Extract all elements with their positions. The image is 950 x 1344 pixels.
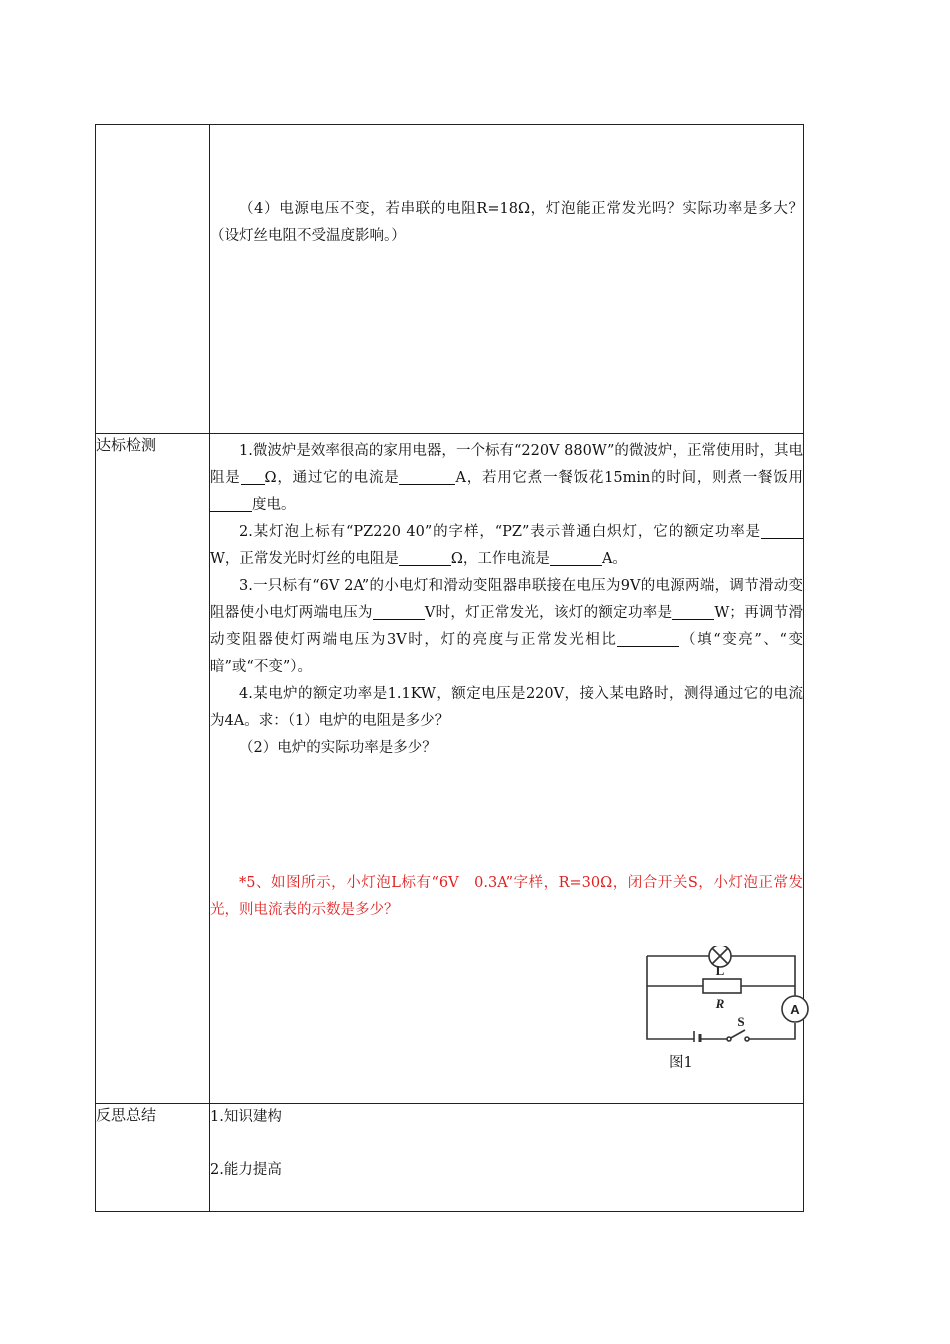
exercise-4: 4.某电炉的额定功率是1.1KW，额定电压是220V，接入某电路时，测得通过它的电流为4A。求：（1）电炉的电阻是多少？ — [210, 686, 803, 729]
question-4-text: （4）电源电压不变，若串联的电阻R=18Ω，灯泡能正常发光吗？实际功率是多大？（设灯丝电阻不受温度影响。） — [210, 201, 803, 244]
content-cell-continued — [210, 125, 804, 434]
ammeter-label: A — [790, 1002, 800, 1017]
section-label-assessment: 达标检测 — [96, 434, 210, 1104]
resistor-label: R — [715, 996, 725, 1011]
answer-blank[interactable] — [399, 467, 455, 485]
worksheet-table — [95, 124, 804, 1212]
reflection-item-1: 1.知识建构 — [210, 1109, 282, 1125]
switch-label: S — [737, 1014, 745, 1029]
content-cell-assessment — [210, 434, 804, 1104]
exercise-3: 3.一只标有“6V 2A”的小电灯和滑动变阻器串联接在电压为9V的电源两端，调节滑动变阻器使小电灯两端电压为 V时，灯正常发光，该灯的额定功率是 W；再调节滑动变阻器使灯两端电压为3V时，灯的亮度与正常发光相比 （填“变亮”、“变暗”或“不变”）。 — [210, 578, 803, 675]
exercise-1: 1.微波炉是效率很高的家用电器，一个标有“220V 880W”的微波炉，正常使用时，其电阻是 Ω，通过它的电流是 A，若用它煮一餐饭花15min的时间，则煮一餐饭用度电。 — [210, 443, 803, 513]
answer-blank[interactable] — [241, 467, 265, 485]
table-row-continued — [96, 125, 804, 434]
lamp-label: L — [715, 963, 725, 978]
exercise-2: 2.某灯泡上标有“PZ220 40”的字样，“PZ”表示普通白炽灯，它的额定功率是W，正常发光时灯丝的电阻是 Ω，工作电流是 A。 — [210, 519, 803, 573]
circuit-diagram — [642, 946, 810, 1042]
label-cell-empty — [96, 125, 210, 434]
table-row-reflection — [96, 1104, 804, 1212]
content-cell-reflection — [210, 1104, 804, 1212]
resistor-icon — [703, 979, 741, 993]
answer-blank[interactable] — [373, 602, 425, 620]
answer-blank[interactable] — [399, 548, 451, 566]
answer-blank[interactable] — [550, 548, 602, 566]
answer-blank[interactable] — [672, 602, 714, 620]
exercise-5: *5、如图所示，小灯泡L标有“6V 0.3A”字样，R=30Ω，闭合开关S，小灯泡正常发光，则电流表的示数是多少？ — [210, 875, 803, 918]
exercise-4-part-2: （2）电炉的实际功率是多少？ — [239, 740, 437, 756]
reflection-item-2: 2.能力提高 — [210, 1162, 282, 1178]
answer-blank[interactable] — [210, 494, 252, 512]
answer-blank[interactable] — [761, 521, 803, 539]
section-label-reflection: 反思总结 — [96, 1104, 210, 1212]
answer-blank[interactable] — [617, 629, 679, 647]
table-row-assessment — [96, 434, 804, 1104]
figure-caption: 图1 — [669, 1055, 693, 1071]
